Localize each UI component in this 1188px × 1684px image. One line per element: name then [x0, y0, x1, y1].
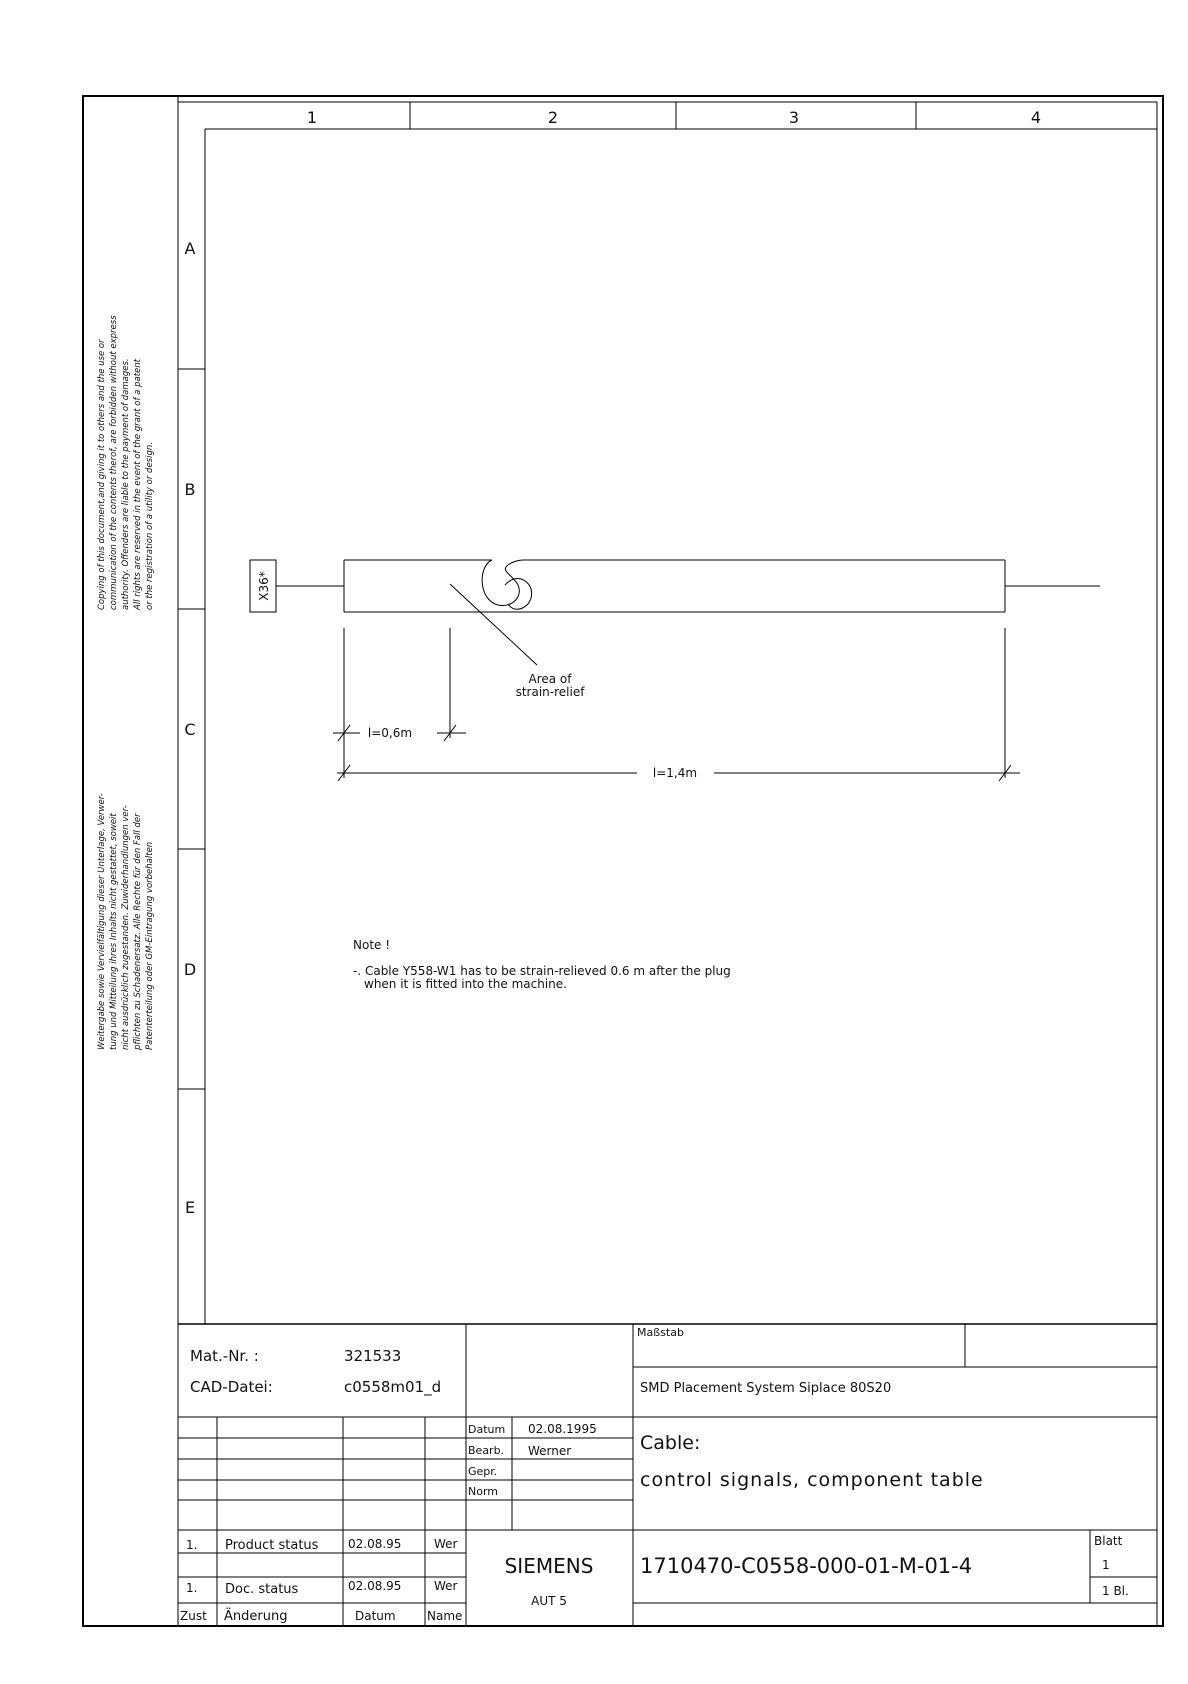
rev-2-aenderung: Doc. status — [225, 1582, 299, 1597]
grid-row-c: C — [184, 720, 196, 739]
svg-text:All rights are reserved in the: All rights are reserved in the event of the grant of a patent — [133, 359, 143, 610]
rev-1-aenderung: Product status — [225, 1538, 319, 1553]
svg-text:or the registration of a utili: or the registration of a utility or design. — [145, 442, 155, 610]
strain-relief-label-2: strain-relief — [515, 685, 585, 699]
department: AUT 5 — [531, 1594, 567, 1608]
strain-relief-loop-2 — [505, 579, 532, 610]
norm-label: Norm — [468, 1485, 499, 1498]
dimension-0-6m — [333, 725, 466, 741]
svg-text:Patenterteilung oder GM-Eintra: Patenterteilung oder GM-Eintragung vorbehalten — [145, 841, 155, 1050]
rev-1-name: Wer — [434, 1537, 458, 1551]
rev-1-zust: 1. — [186, 1538, 198, 1552]
copyright-notice-german — [97, 793, 155, 1051]
grid-col-4: 4 — [1030, 108, 1042, 127]
datum-label: Datum — [468, 1423, 506, 1436]
grid-row-d: D — [183, 960, 197, 979]
svg-text:communication of the contents: communication of the contents therof, are forbidden without express — [109, 315, 119, 610]
svg-text:tung und Mitteilung ihres Inha: tung und Mitteilung ihres Inhalts nicht gestattet, soweit — [109, 813, 119, 1050]
rev-header-zust: Zust — [180, 1609, 207, 1623]
grid-col-2: 2 — [547, 108, 559, 127]
svg-text:pflichten zu Schadenersatz. Al: pflichten zu Schadenersatz. Alle Rechte für den Fall der — [133, 813, 143, 1050]
rev-2-datum: 02.08.95 — [348, 1579, 402, 1593]
massstab-label: Maßstab — [637, 1326, 684, 1339]
dim-short-label: l=0,6m — [367, 726, 413, 740]
rev-1-datum: 02.08.95 — [348, 1537, 402, 1551]
grid-col-1: 1 — [306, 108, 318, 127]
system-name: SMD Placement System Siplace 80S20 — [640, 1381, 892, 1396]
dimension-1-4m — [337, 765, 1020, 781]
blatt-value: 1 — [1102, 1558, 1110, 1572]
outer-border — [83, 96, 1163, 1626]
mat-nr-label: Mat.-Nr. : — [190, 1347, 259, 1365]
grid-col-3: 3 — [788, 108, 800, 127]
mat-nr-value: 321533 — [344, 1347, 402, 1365]
svg-text:Copying of this document,and g: Copying of this document,and giving it to others and the use or — [97, 339, 107, 610]
company-name: SIEMENS — [504, 1554, 594, 1578]
svg-text:Weitergabe sowie Vervielfältig: Weitergabe sowie Vervielfältigung dieser Unterlage, Verwer- — [97, 793, 107, 1050]
cad-value: c0558m01_d — [344, 1378, 442, 1396]
svg-text:nicht ausdrücklich zugestanden: nicht ausdrücklich zugestanden. Zuwiderhandlungen ver- — [121, 805, 131, 1050]
rev-2-zust: 1. — [186, 1581, 198, 1595]
rev-header-name: Name — [427, 1609, 463, 1623]
cad-label: CAD-Datei: — [190, 1378, 273, 1396]
note-title: Note ! — [353, 938, 391, 952]
grid-row-b: B — [184, 480, 196, 499]
title-block — [178, 1324, 1157, 1626]
bearb-label: Bearb. — [468, 1444, 505, 1457]
gepr-label: Gepr. — [468, 1465, 498, 1478]
note-line-2: when it is fitted into the machine. — [364, 977, 567, 991]
plug-label: X36* — [257, 571, 271, 601]
blatt-label: Blatt — [1094, 1534, 1123, 1548]
bearb-value: Werner — [528, 1444, 572, 1458]
dim-long-label: l=1,4m — [652, 766, 698, 780]
drawing-number: 1710470-C0558-000-01-M-01-4 — [640, 1554, 973, 1578]
strain-relief-label-1: Area of — [528, 672, 572, 686]
title-line-2: control signals, component table — [640, 1469, 984, 1491]
rev-header-datum: Datum — [355, 1609, 396, 1623]
rev-header-aenderung: Änderung — [224, 1609, 288, 1624]
svg-text:authority. Offenders are liabl: authority. Offenders are liable to the payment of damages. — [121, 358, 131, 610]
copyright-notice-english — [97, 315, 155, 611]
grid-row-e: E — [184, 1198, 196, 1217]
strain-relief-leader — [450, 584, 537, 665]
rev-2-name: Wer — [434, 1579, 458, 1593]
note-line-1: -. Cable Y558-W1 has to be strain-relieved 0.6 m after the plug — [353, 964, 731, 978]
grid-row-a: A — [184, 239, 196, 258]
strain-relief-loop-1 — [482, 560, 523, 605]
title-line-1: Cable: — [640, 1432, 701, 1454]
blatt-total: 1 Bl. — [1102, 1584, 1129, 1598]
datum-value: 02.08.1995 — [528, 1422, 597, 1436]
